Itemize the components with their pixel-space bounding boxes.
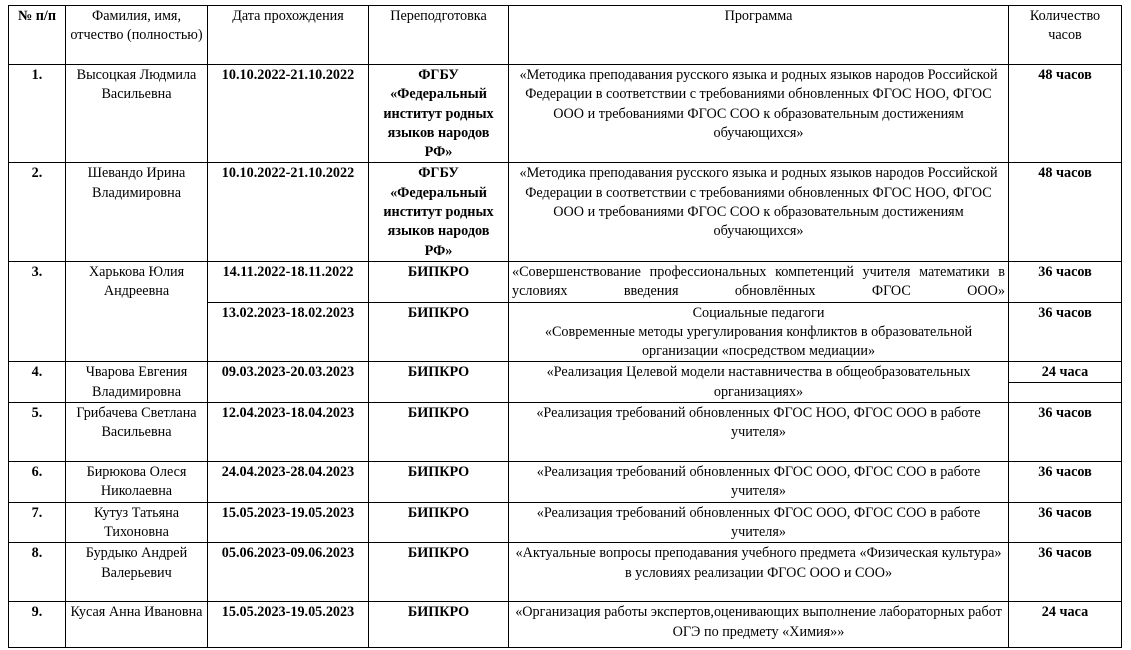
row-program: «Реализация требований обновленных ФГОС ООО, ФГОС СОО в работе учителя» — [509, 462, 1009, 503]
row-program: «Реализация требований обновленных ФГОС НОО, ФГОС ООО в работе учителя» — [509, 403, 1009, 462]
row-name: Кутуз Татьяна Тихоновна — [66, 502, 208, 543]
header-retraining: Переподготовка — [369, 6, 509, 65]
row-num: 5. — [9, 403, 66, 462]
row-org: БИПКРО — [369, 302, 509, 362]
header-row — [9, 6, 1122, 65]
row-hours: 36 часов — [1009, 462, 1122, 503]
row-date: 14.11.2022-18.11.2022 — [208, 261, 369, 302]
row-org: БИПКРО — [369, 543, 509, 602]
row-num: 9. — [9, 602, 66, 648]
row-hours: 36 часов — [1009, 261, 1122, 302]
row-name: Бирюкова Олеся Николаевна — [66, 462, 208, 503]
table-row — [9, 602, 1122, 648]
training-table — [8, 5, 1122, 648]
row-org: БИПКРО — [369, 602, 509, 648]
row-program: «Реализация требований обновленных ФГОС ООО, ФГОС СОО в работе учителя» — [509, 502, 1009, 543]
header-date: Дата прохождения — [208, 6, 369, 65]
row-num: 3. — [9, 261, 66, 361]
row-name: Грибачева Светлана Васильевна — [66, 403, 208, 462]
table-row — [9, 462, 1122, 503]
row-program: «Реализация Целевой модели наставничества в общеобразовательных организациях» — [509, 362, 1009, 403]
row-hours: 24 часа — [1009, 602, 1122, 648]
row-date: 12.04.2023-18.04.2023 — [208, 403, 369, 462]
row-date: 10.10.2022-21.10.2022 — [208, 163, 369, 261]
row-num: 1. — [9, 65, 66, 163]
row-program: «Организация работы экспертов,оценивающих выполнение лабораторных работ ОГЭ по предмету «Химия»» — [509, 602, 1009, 648]
row-date: 15.05.2023-19.05.2023 — [208, 502, 369, 543]
row-name: Шевандо Ирина Владимировна — [66, 163, 208, 261]
row-hours-empty — [1009, 383, 1121, 401]
header-hours: Количество часов — [1009, 6, 1122, 65]
row-program: «Совершенствование профессиональных компетенций учителя математики в условиях введения обновлённых ФГОС ООО» — [509, 261, 1009, 302]
row-org: ФГБУ «Федеральный институт родных языков народов РФ» — [369, 163, 509, 261]
header-name: Фамилия, имя, отчество (полностью) — [66, 6, 208, 65]
row-org: БИПКРО — [369, 462, 509, 503]
header-program: Программа — [509, 6, 1009, 65]
table-row — [9, 502, 1122, 543]
row-org: ФГБУ «Федеральный институт родных языков народов РФ» — [369, 65, 509, 163]
row-program: «Актуальные вопросы преподавания учебного предмета «Физическая культура» в условиях реализации ФГОС ООО и СОО» — [509, 543, 1009, 602]
table-row — [9, 403, 1122, 462]
row-org: БИПКРО — [369, 362, 509, 403]
table-row — [9, 362, 1122, 403]
row-date: 05.06.2023-09.06.2023 — [208, 543, 369, 602]
row-hours: 36 часов — [1009, 543, 1122, 602]
row-hours: 36 часов — [1009, 302, 1122, 362]
row-date: 15.05.2023-19.05.2023 — [208, 602, 369, 648]
row-hours: 36 часов — [1009, 502, 1122, 543]
row-program: «Методика преподавания русского языка и родных языков народов Российской Федерации в соответствии с требованиями обновленных ФГОС НОО, ФГОС ООО и требованиями ФГОС СОО к образовательным достижениям обучающихся» — [509, 65, 1009, 163]
row-num: 2. — [9, 163, 66, 261]
row-org: БИПКРО — [369, 261, 509, 302]
table-row — [9, 65, 1122, 163]
row-date: 13.02.2023-18.02.2023 — [208, 302, 369, 362]
row-name: Высоцкая Людмила Васильевна — [66, 65, 208, 163]
program-category: Социальные педагоги — [692, 304, 825, 321]
row-program: «Методика преподавания русского языка и родных языков народов Российской Федерации в соответствии с требованиями обновленных ФГОС НОО, ФГОС ООО и требованиями ФГОС СОО к образовательным достижениям обучающихся» — [509, 163, 1009, 261]
row-num: 6. — [9, 462, 66, 503]
row-name: Чварова Евгения Владимировна — [66, 362, 208, 403]
table-row — [9, 163, 1122, 261]
table-row — [9, 543, 1122, 602]
header-num: № п/п — [9, 6, 66, 65]
row-hours: 36 часов — [1009, 403, 1122, 462]
row-hours: 48 часов — [1009, 65, 1122, 163]
row-date: 24.04.2023-28.04.2023 — [208, 462, 369, 503]
row-program — [509, 302, 1009, 362]
row-num: 4. — [9, 362, 66, 403]
row-name: Бурдыко Андрей Валерьевич — [66, 543, 208, 602]
row-hours-value: 24 часа — [1009, 362, 1121, 383]
row-name: Харькова Юлия Андреевна — [66, 261, 208, 361]
row-org: БИПКРО — [369, 502, 509, 543]
row-name: Кусая Анна Ивановна — [66, 602, 208, 648]
training-table-wrapper — [8, 5, 1122, 648]
row-org: БИПКРО — [369, 403, 509, 462]
row-num: 7. — [9, 502, 66, 543]
program-title: «Современные методы урегулирования конфликтов в образовательной организации «посредством медиации» — [544, 323, 973, 360]
row-hours — [1009, 362, 1122, 403]
row-date: 09.03.2023-20.03.2023 — [208, 362, 369, 403]
row-num: 8. — [9, 543, 66, 602]
row-hours: 48 часов — [1009, 163, 1122, 261]
row-date: 10.10.2022-21.10.2022 — [208, 65, 369, 163]
table-row — [9, 261, 1122, 302]
